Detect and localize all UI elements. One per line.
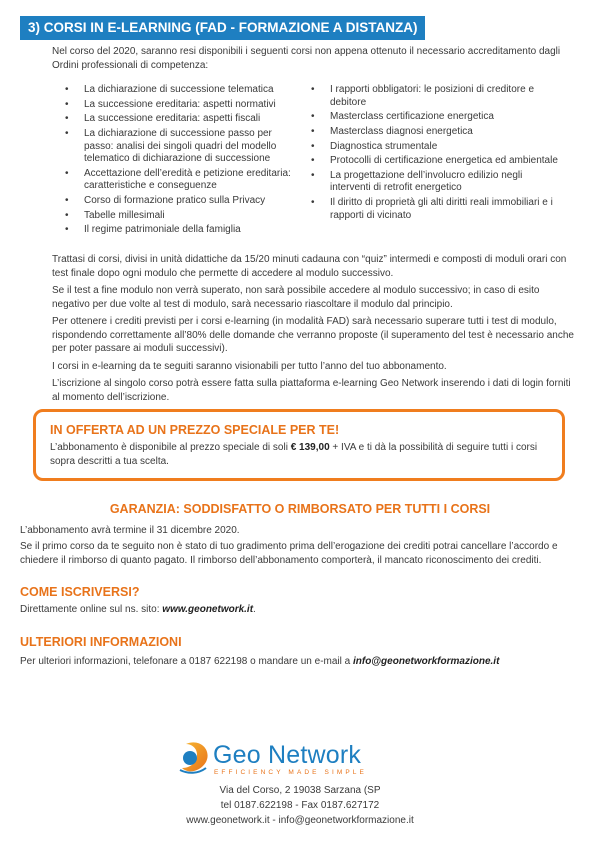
- paragraph-4: I corsi in e-learning da te seguiti saranno visionabili per tutto l’anno del tuo abbonamento.: [52, 360, 447, 372]
- offer-text: [50, 441, 555, 468]
- subscribe-title: COME ISCRIVERSI?: [20, 585, 140, 599]
- info-email-link[interactable]: info@geonetworkformazione.it: [352, 656, 500, 667]
- list-item: • Corso di formazione pratico sulla Privacy: [62, 195, 292, 208]
- intro-paragraph: Nel corso del 2020, saranno resi disponibili i seguenti corsi non appena ottenuto il necessario accreditamento dagli Ordini professionali di competenza:: [52, 46, 561, 71]
- list-item: • I rapporti obbligatori: le posizioni di creditore e debitore: [308, 84, 563, 109]
- course-list-right: [308, 84, 563, 224]
- list-item: • La dichiarazione di successione telematica: [62, 84, 292, 97]
- list-item: • Masterclass diagnosi energetica: [308, 126, 563, 139]
- list-item: • Il regime patrimoniale della famiglia: [62, 224, 292, 237]
- paragraph-2: Se il test a fine modulo non verrà superato, non sarà possibile accedere al modulo successivo; in caso di esito negativo per due volte al test di modulo, sarà necessario riascoltare il modulo dal principio.: [52, 285, 540, 310]
- info-label: Per ulteriori informazioni, telefonare a 0187 622198 o mandare un e-mail a: [20, 656, 353, 667]
- guarantee-title: GARANZIA: SODDISFATTO O RIMBORSATO PER TUTTI I CORSI: [109, 502, 491, 516]
- footer-address: Via del Corso, 2 19038 Sarzana (SP: [219, 785, 381, 796]
- list-item: • La successione ereditaria: aspetti fiscali: [62, 113, 292, 126]
- subscribe-period: .: [253, 604, 256, 615]
- offer-title: IN OFFERTA AD UN PREZZO SPECIALE PER TE!: [50, 423, 340, 437]
- paragraph-3: Per ottenere i crediti previsti per i corsi e-learning (in modalità FAD) sarà necessario superare tutti i test di modulo, rispondendo correttamente all’80% delle domande che verranno proposte (il superamento del test è necessario anche per poter passare ai moduli successivi).: [52, 316, 574, 354]
- info-text: [20, 655, 590, 669]
- list-item: • Accettazione dell’eredità e petizione ereditaria: caratteristiche e conseguenze: [62, 168, 292, 193]
- guarantee-p1: L’abbonamento avrà termine il 31 dicembre 2020.: [20, 525, 240, 536]
- footer-web: www.geonetwork.it - info@geonetworkformazione.it: [186, 815, 414, 826]
- list-item: • La dichiarazione di successione passo per passo: analisi dei singoli quadri del modello telematico di dichiarazione di successione: [62, 128, 292, 166]
- paragraph-5: L’iscrizione al singolo corso potrà essere fatta sulla piattaforma e-learning Geo Network inserendo i dati di login forniti al momento dell’iscrizione.: [52, 378, 571, 403]
- paragraph-1: Trattasi di corsi, divisi in unità didattiche da 15/20 minuti cadauna con “quiz” intermedi e composti di moduli orari con test finale dopo ogni modulo che permette di accedere al modulo successivo.: [52, 254, 567, 279]
- list-item: • Il diritto di proprietà gli alti diritti reali immobiliari e i rapporti di vicinato: [308, 197, 563, 222]
- logo-name: Geo Network: [213, 741, 362, 769]
- footer-phone: tel 0187.622198 - Fax 0187.627172: [220, 800, 380, 811]
- subscribe-site-link[interactable]: www.geonetwork.it: [162, 604, 254, 615]
- offer-price: € 139,00: [290, 442, 330, 453]
- section-title: 3) CORSI IN E-LEARNING (FAD - FORMAZIONE A DISTANZA): [28, 20, 418, 35]
- list-item: • Diagnostica strumentale: [308, 141, 563, 154]
- offer-text-before: L’abbonamento è disponibile al prezzo speciale di soli: [50, 442, 291, 453]
- guarantee-p2: Se il primo corso da te seguito non è stato di tuo gradimento prima dell’erogazione dei crediti potrai cancellare l’accordo e chiedere il rimborso di quanto pagato. Il rimborso dell’abbonamento comporterà, il mancato riconoscimento dei crediti.: [20, 541, 558, 566]
- list-item: • Tabelle millesimali: [62, 210, 292, 223]
- section-title-bar: [20, 16, 425, 40]
- logo-tagline: EFFICIENCY MADE SIMPLE: [214, 769, 367, 776]
- course-list-left: [62, 84, 292, 239]
- list-item: • La progettazione dell’involucro edilizio negli interventi di retrofit energetico: [308, 170, 563, 195]
- offer-text-after: + IVA e ti dà la possibilità di seguire tutti i corsi sopra descritti a tua scelta.: [50, 442, 538, 467]
- list-item: • Protocolli di certificazione energetica ed ambientale: [308, 155, 563, 168]
- subscribe-text: [20, 603, 580, 617]
- info-title: ULTERIORI INFORMAZIONI: [20, 635, 182, 649]
- geo-network-logo-icon: [178, 740, 212, 776]
- list-item: • Masterclass certificazione energetica: [308, 111, 563, 124]
- list-item: • La successione ereditaria: aspetti normativi: [62, 99, 292, 112]
- subscribe-label: Direttamente online sul ns. sito:: [20, 604, 163, 615]
- details-block: [52, 253, 575, 404]
